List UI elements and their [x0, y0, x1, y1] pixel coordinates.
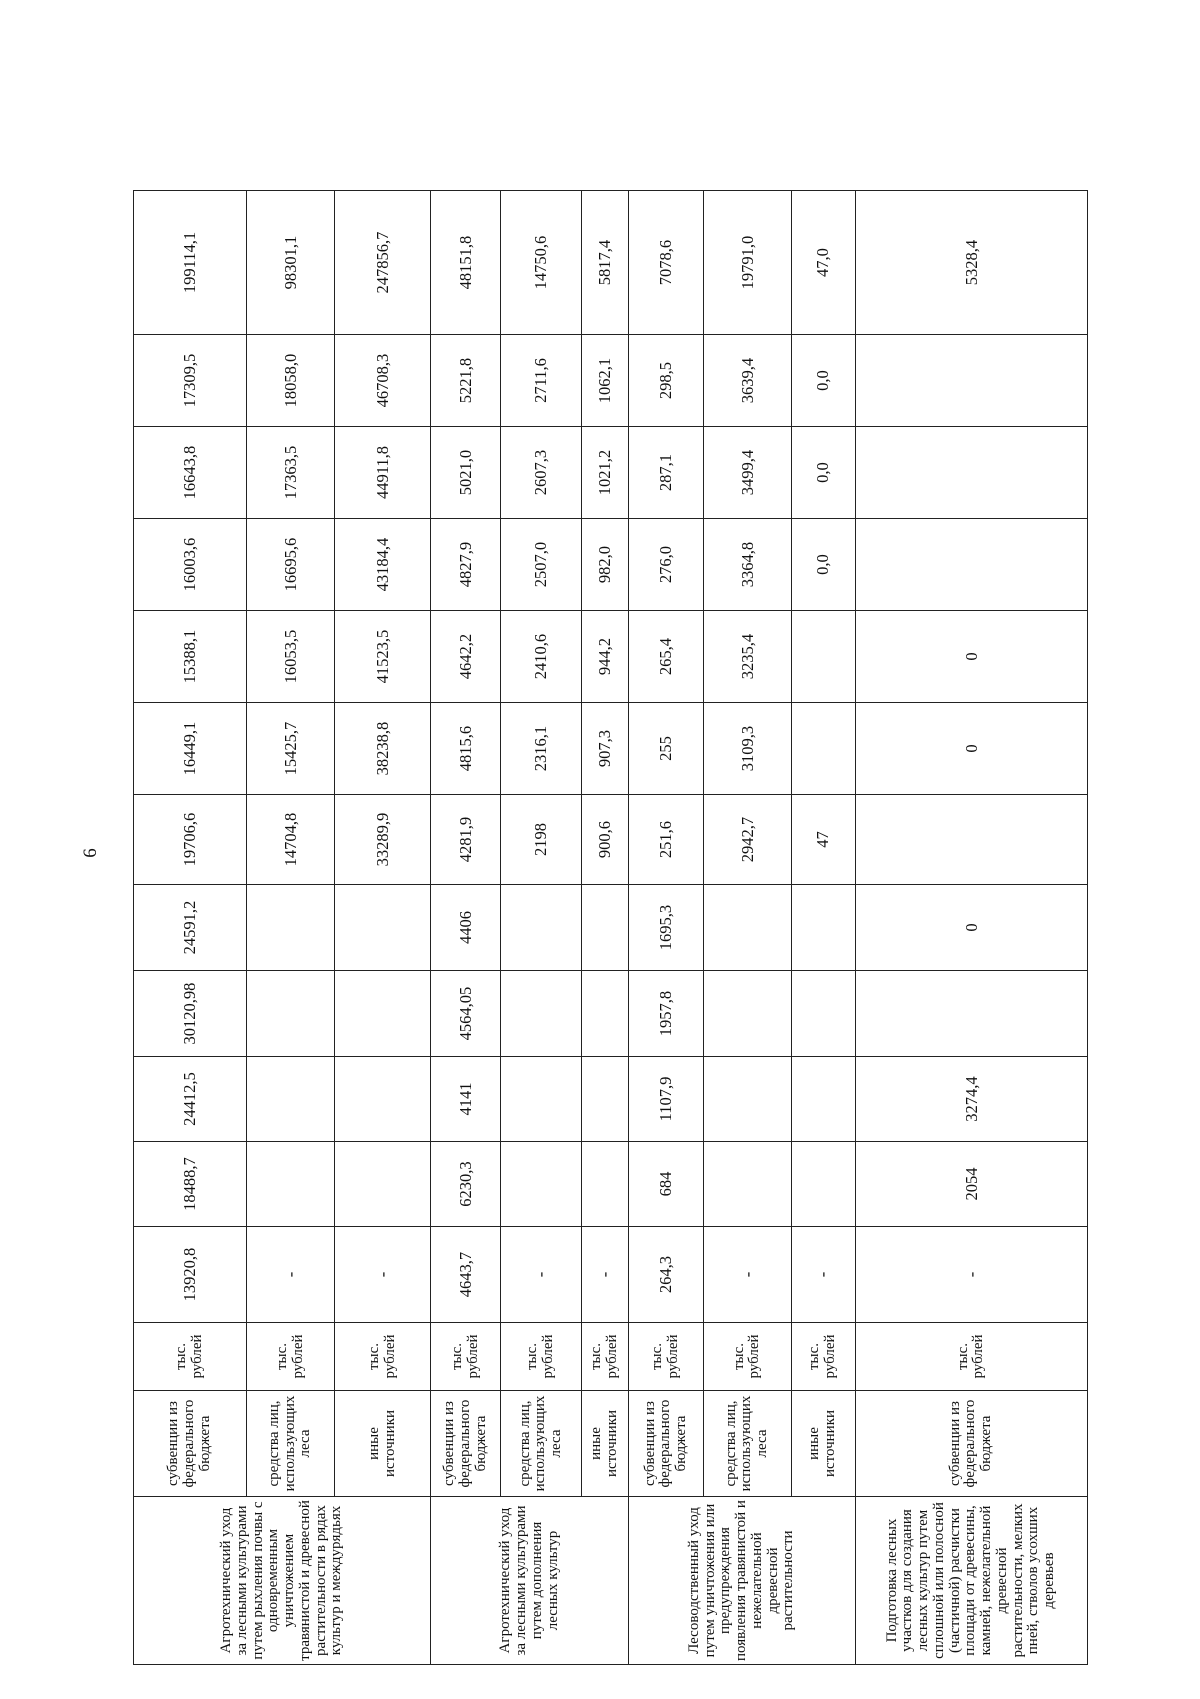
- value-cell: 18488,7: [134, 1142, 247, 1227]
- total-value-cell: 48151,8: [431, 191, 501, 335]
- value-cell: [246, 971, 335, 1057]
- value-cell: 5021,0: [431, 427, 501, 519]
- value-cell: 16449,1: [134, 703, 247, 795]
- value-cell: 982,0: [581, 519, 628, 611]
- value-cell: 4642,2: [431, 611, 501, 703]
- value-cell: -: [246, 1227, 335, 1323]
- funding-source-cell: субвенции из федерального бюджета: [134, 1391, 247, 1497]
- value-cell: 2711,6: [501, 335, 582, 427]
- unit-cell: тыс. рублей: [246, 1323, 335, 1391]
- funding-source-cell: иные источники: [791, 1391, 855, 1497]
- value-cell: 4141: [431, 1057, 501, 1142]
- unit-cell: тыс. рублей: [501, 1323, 582, 1391]
- value-cell: 14704,8: [246, 795, 335, 885]
- table-row: [703, 0, 791, 1665]
- value-cell: 2410,6: [501, 611, 582, 703]
- value-cell: 3364,8: [703, 519, 791, 611]
- value-cell: 3639,4: [703, 335, 791, 427]
- value-cell: [791, 703, 855, 795]
- value-cell: [703, 1057, 791, 1142]
- value-cell: 5221,8: [431, 335, 501, 427]
- total-value-cell: 14750,6: [501, 191, 582, 335]
- value-cell: 1957,8: [629, 971, 704, 1057]
- value-cell: [246, 1057, 335, 1142]
- unit-cell: тыс. рублей: [703, 1323, 791, 1391]
- value-cell: 298,5: [629, 335, 704, 427]
- value-cell: 33289,9: [335, 795, 431, 885]
- activity-name-cell: Лесоводственный уход путем уничтожения или предупреждения появления травянистой и нежелательной древесной растительности: [629, 1497, 855, 1665]
- value-cell: [855, 795, 1087, 885]
- value-cell: 16003,6: [134, 519, 247, 611]
- value-cell: [855, 335, 1087, 427]
- value-cell: 4281,9: [431, 795, 501, 885]
- table-row: [335, 0, 431, 1665]
- value-cell: 0: [855, 611, 1087, 703]
- value-cell: 6230,3: [431, 1142, 501, 1227]
- total-value-cell: 247856,7: [335, 191, 431, 335]
- total-value-cell: 7078,6: [629, 191, 704, 335]
- value-cell: 24412,5: [134, 1057, 247, 1142]
- value-cell: [703, 1142, 791, 1227]
- table-body: [134, 0, 1088, 1665]
- value-cell: 3235,4: [703, 611, 791, 703]
- value-cell: 1062,1: [581, 335, 628, 427]
- value-cell: [501, 1142, 582, 1227]
- value-cell: 2507,0: [501, 519, 582, 611]
- value-cell: 3109,3: [703, 703, 791, 795]
- funding-source-cell: субвенции из федерального бюджета: [629, 1391, 704, 1497]
- value-cell: 2316,1: [501, 703, 582, 795]
- value-cell: 38238,8: [335, 703, 431, 795]
- total-value-cell: 5817,4: [581, 191, 628, 335]
- value-cell: 43184,4: [335, 519, 431, 611]
- value-cell: 4564,05: [431, 971, 501, 1057]
- total-value-cell: 19791,0: [703, 191, 791, 335]
- value-cell: [581, 885, 628, 971]
- value-cell: 900,6: [581, 795, 628, 885]
- value-cell: 4643,7: [431, 1227, 501, 1323]
- table-row: [134, 0, 247, 1665]
- table-row: [501, 0, 582, 1665]
- financing-table: [133, 0, 1088, 1665]
- table-row: [629, 0, 704, 1665]
- value-cell: 2607,3: [501, 427, 582, 519]
- value-cell: 3274,4: [855, 1057, 1087, 1142]
- value-cell: 0: [855, 703, 1087, 795]
- unit-cell: тыс. рублей: [791, 1323, 855, 1391]
- funding-source-cell: иные источники: [335, 1391, 431, 1497]
- value-cell: [703, 971, 791, 1057]
- funding-source-cell: иные источники: [581, 1391, 628, 1497]
- unit-cell: тыс. рублей: [629, 1323, 704, 1391]
- value-cell: 4406: [431, 885, 501, 971]
- funding-source-cell: субвенции из федерального бюджета: [431, 1391, 501, 1497]
- value-cell: 3499,4: [703, 427, 791, 519]
- value-cell: [855, 971, 1087, 1057]
- value-cell: 907,3: [581, 703, 628, 795]
- value-cell: [791, 1142, 855, 1227]
- value-cell: [335, 1142, 431, 1227]
- value-cell: 18058,0: [246, 335, 335, 427]
- value-cell: [501, 1057, 582, 1142]
- value-cell: -: [855, 1227, 1087, 1323]
- value-cell: 16695,6: [246, 519, 335, 611]
- value-cell: -: [501, 1227, 582, 1323]
- value-cell: 44911,8: [335, 427, 431, 519]
- value-cell: 15388,1: [134, 611, 247, 703]
- table-row: [855, 0, 1087, 1665]
- total-value-cell: 98301,1: [246, 191, 335, 335]
- value-cell: 0,0: [791, 427, 855, 519]
- unit-cell: тыс. рублей: [855, 1323, 1087, 1391]
- activity-name-cell: Агротехнический уход за лесными культурами путем дополнения лесных культур: [431, 1497, 629, 1665]
- value-cell: 265,4: [629, 611, 704, 703]
- value-cell: [703, 885, 791, 971]
- value-cell: 17363,5: [246, 427, 335, 519]
- value-cell: 0,0: [791, 335, 855, 427]
- value-cell: 17309,5: [134, 335, 247, 427]
- value-cell: 19706,6: [134, 795, 247, 885]
- value-cell: 251,6: [629, 795, 704, 885]
- value-cell: [791, 1057, 855, 1142]
- unit-cell: тыс. рублей: [581, 1323, 628, 1391]
- value-cell: 24591,2: [134, 885, 247, 971]
- total-value-cell: 5328,4: [855, 191, 1087, 335]
- value-cell: 41523,5: [335, 611, 431, 703]
- value-cell: 4815,6: [431, 703, 501, 795]
- unit-cell: тыс. рублей: [134, 1323, 247, 1391]
- value-cell: [791, 885, 855, 971]
- value-cell: [855, 427, 1087, 519]
- value-cell: [335, 1057, 431, 1142]
- value-cell: 2054: [855, 1142, 1087, 1227]
- value-cell: [791, 611, 855, 703]
- table-row: [431, 0, 501, 1665]
- activity-name-cell: Подготовка лесных участков для создания лесных культур путем сплошной или полосной (частичной) расчистки площади от древесины, камней, нежелательной древесной растительности, мелких пней, стволов усохших деревьев: [855, 1497, 1087, 1665]
- value-cell: -: [335, 1227, 431, 1323]
- value-cell: 2198: [501, 795, 582, 885]
- value-cell: [581, 1142, 628, 1227]
- value-cell: [855, 519, 1087, 611]
- value-cell: [581, 971, 628, 1057]
- unit-cell: тыс. рублей: [335, 1323, 431, 1391]
- value-cell: 0,0: [791, 519, 855, 611]
- value-cell: [335, 971, 431, 1057]
- value-cell: 0: [855, 885, 1087, 971]
- total-value-cell: 47,0: [791, 191, 855, 335]
- value-cell: [501, 971, 582, 1057]
- value-cell: 287,1: [629, 427, 704, 519]
- total-value-cell: 199114,1: [134, 191, 247, 335]
- value-cell: 255: [629, 703, 704, 795]
- value-cell: 46708,3: [335, 335, 431, 427]
- value-cell: 264,3: [629, 1227, 704, 1323]
- page-number: 6: [79, 848, 101, 858]
- value-cell: 684: [629, 1142, 704, 1227]
- rotated-table-wrapper: [133, 30, 1088, 1665]
- table-row: [581, 0, 628, 1665]
- value-cell: 944,2: [581, 611, 628, 703]
- table-row: [791, 0, 855, 1665]
- value-cell: 16643,8: [134, 427, 247, 519]
- value-cell: 30120,98: [134, 971, 247, 1057]
- value-cell: 2942,7: [703, 795, 791, 885]
- value-cell: 1107,9: [629, 1057, 704, 1142]
- value-cell: [581, 1057, 628, 1142]
- value-cell: -: [791, 1227, 855, 1323]
- value-cell: 13920,8: [134, 1227, 247, 1323]
- value-cell: -: [703, 1227, 791, 1323]
- funding-source-cell: средства лиц, использующих леса: [246, 1391, 335, 1497]
- value-cell: 276,0: [629, 519, 704, 611]
- value-cell: 15425,7: [246, 703, 335, 795]
- value-cell: [246, 1142, 335, 1227]
- value-cell: 1695,3: [629, 885, 704, 971]
- value-cell: 1021,2: [581, 427, 628, 519]
- funding-source-cell: средства лиц, использующих леса: [703, 1391, 791, 1497]
- value-cell: [501, 885, 582, 971]
- value-cell: 4827,9: [431, 519, 501, 611]
- unit-cell: тыс. рублей: [431, 1323, 501, 1391]
- value-cell: [246, 885, 335, 971]
- value-cell: [791, 971, 855, 1057]
- value-cell: 47: [791, 795, 855, 885]
- table-row: [246, 0, 335, 1665]
- activity-name-cell: Агротехнический уход за лесными культурами путем рыхления почвы с одновременным уничтожением травянистой и древесной растительности в рядах культур и междурядьях: [134, 1497, 431, 1665]
- funding-source-cell: средства лиц, использующих леса: [501, 1391, 582, 1497]
- funding-source-cell: субвенции из федерального бюджета: [855, 1391, 1087, 1497]
- value-cell: -: [581, 1227, 628, 1323]
- value-cell: [335, 885, 431, 971]
- value-cell: 16053,5: [246, 611, 335, 703]
